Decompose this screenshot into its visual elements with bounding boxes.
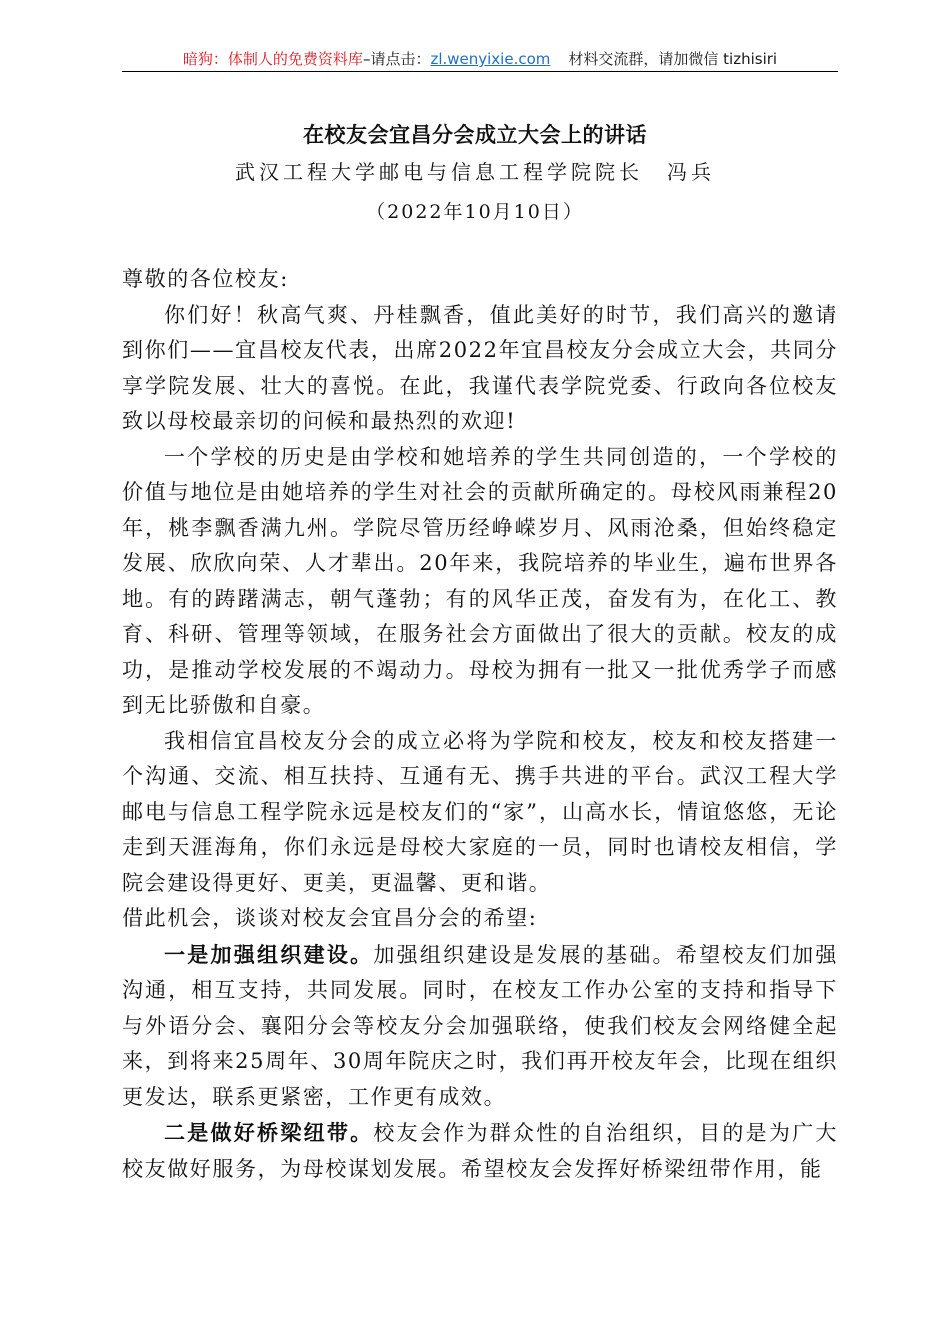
body-paragraph-platform: 我相信宜昌校友分会的成立必将为学院和校友，校友和校友搭建一个沟通、交流、相互扶持、互通有无、携手共进的平台。武汉工程大学邮电与信息工程学院永远是校友们的“家”，山高水长，情谊悠悠，无论走到天涯海角，你们永远是母校大家庭的一员，同时也请校友相信，学院会建设得更好、更美，更温馨、更和谐。 — [122, 728, 838, 895]
document-author: 武汉工程大学邮电与信息工程学院院长 冯兵 — [235, 160, 715, 184]
point-text-organization: 加强组织建设是发展的基础。希望校友们加强沟通，相互支持，共同发展。同时，在校友工作办公室的支持和指导下与外语分会、襄阳分会等校友分会加强联络，使我们校友会网络健全起来，到将来25周年、30周年院庆之时，我们再开校友年会，比现在组织更发达，联系更紧密，工作更有成效。 — [122, 942, 839, 1109]
point-lead-bridge: 二是做好桥梁纽带。 — [164, 1120, 374, 1145]
document-body — [122, 262, 838, 1187]
document-title: 在校友会宜昌分会成立大会上的讲话 — [303, 122, 647, 147]
header-website-link[interactable]: zl.wenyixie.com — [430, 50, 551, 68]
header-contact-text: 材料交流群，请加微信 tizhisiri — [568, 50, 778, 68]
point-paragraph-bridge — [122, 1115, 838, 1187]
transition-line: 借此机会，谈谈对校友会宜昌分会的希望: — [122, 906, 538, 930]
header-divider — [122, 71, 838, 72]
salutation: 尊敬的各位校友: — [122, 267, 289, 291]
page-header-banner — [122, 46, 838, 72]
header-brand-text: 暗狗：体制人的免费资料库 — [182, 50, 363, 68]
point-paragraph-organization — [122, 937, 838, 1116]
document-date: （2022年10月10日） — [366, 201, 584, 223]
point-lead-organization: 一是加强组织建设。 — [164, 941, 374, 967]
header-prompt-text: –请点击： — [362, 50, 431, 68]
body-paragraph-history: 一个学校的历史是由学校和她培养的学生共同创造的，一个学校的价值与地位是由她培养的学生对社会的贡献所确定的。母校风雨兼程20年，桃李飘香满九州。学院尽管历经峥嵘岁月、风雨沧桑，但始终稳定发展、欣欣向荣、人才辈出。20年来，我院培养的毕业生，遍布世界各地。有的踌躇满志，朝气蓬勃；有的风华正茂，奋发有为，在化工、教育、科研、管理等领域，在服务社会方面做出了很大的贡献。校友的成功，是推动学校发展的不竭动力。母校为拥有一批又一批优秀学子而感到无比骄傲和自豪。 — [122, 444, 838, 717]
body-paragraph-greeting: 你们好！秋高气爽、丹桂飘香，值此美好的时节，我们高兴的邀请到你们——宜昌校友代表，出席2022年宜昌校友分会成立大会，共同分享学院发展、壮大的喜悦。在此，我谨代表学院党委、行政向各位校友致以母校最亲切的问候和最热烈的欢迎! — [122, 302, 838, 433]
point-text-bridge: 校友会作为群众性的自治组织，目的是为广大校友做好服务，为母校谋划发展。希望校友会发挥好桥梁纽带作用，能 — [122, 1121, 839, 1181]
